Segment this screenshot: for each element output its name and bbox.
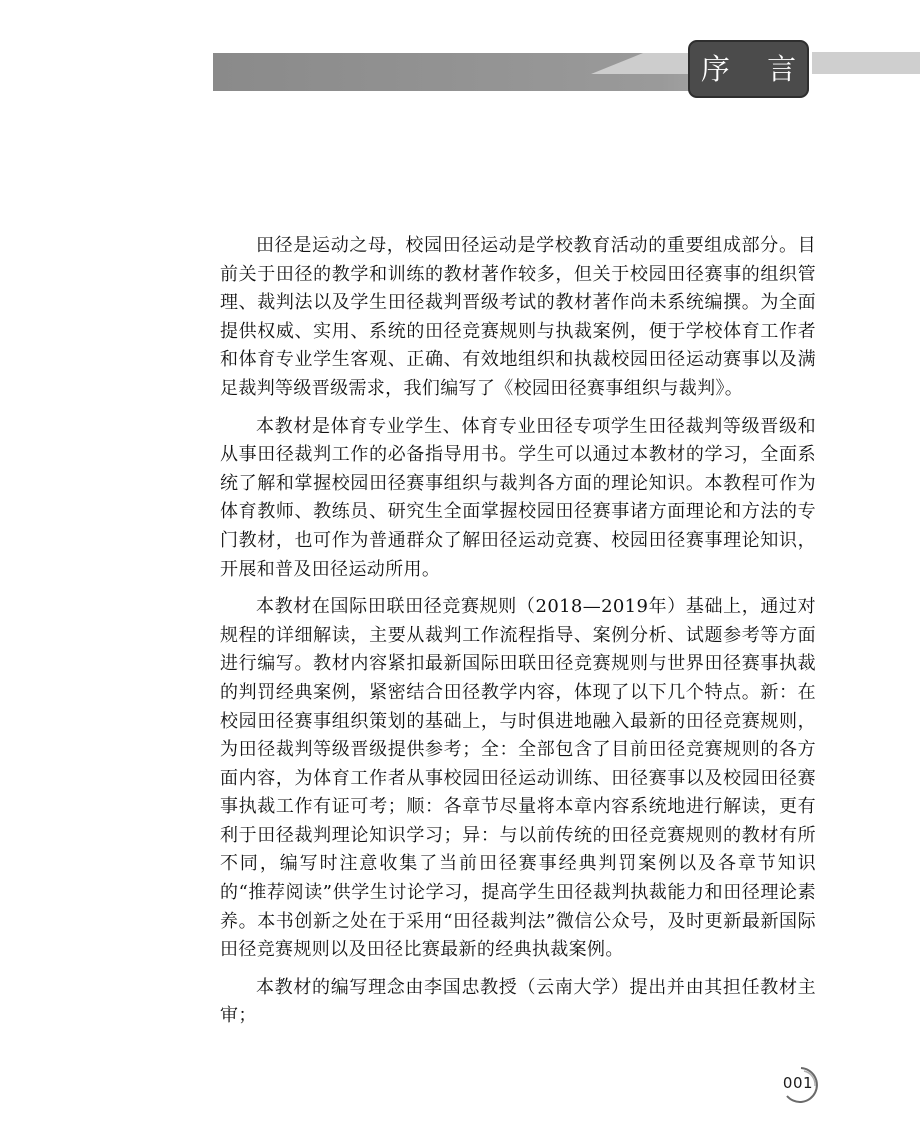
page-number-badge	[781, 1065, 821, 1105]
chapter-title: 序 言	[700, 51, 811, 86]
paragraph: 本教材是体育专业学生、体育专业田径专项学生田径裁判等级晋级和从事田径裁判工作的必备指导用书。学生可以通过本教材的学习，全面系统了解和掌握校园田径赛事组织与裁判各方面的理论知识。本教程可作为体育教师、教练员、研究生全面掌握校园田径赛事诸方面理论和方法的专门教材，也可作为普通群众了解田径运动竞赛、校园田径赛事理论知识，开展和普及田径运动所用。	[220, 415, 816, 580]
body-text	[220, 232, 816, 1040]
paragraph: 本教材的编写理念由李国忠教授（云南大学）提出并由其担任教材主审；	[220, 976, 816, 1027]
paragraph: 本教材在国际田联田径竞赛规则（2018—2019年）基础上，通过对规程的详细解读，主要从裁判工作流程指导、案例分析、试题参考等方面进行编写。教材内容紧扣最新国际田联田径竞赛规则与世界田径赛事执裁的判罚经典案例，紧密结合田径教学内容，体现了以下几个特点。新：在校园田径赛事组织策划的基础上，与时俱进地融入最新的田径竞赛规则，为田径裁判等级晋级提供参考；全：全部包含了目前田径竞赛规则的各方面内容，为体育工作者从事校园田径运动训练、田径赛事以及校园田径赛事执裁工作有证可考；顺：各章节尽量将本章内容系统地进行解读，更有利于田径裁判理论知识学习；异：与以前传统的田径竞赛规则的教材有所不同，编写时注意收集了当前田径赛事经典判罚案例以及各章节知识的“推荐阅读”供学生讨论学习，提高学生田径裁判执裁能力和田径理论素养。本书创新之处在于采用“田径裁判法”微信公众号，及时更新最新国际田径竞赛规则以及田径比赛最新的经典执裁案例。	[220, 596, 816, 961]
chapter-title-box	[688, 40, 809, 98]
header-right-tab	[812, 52, 920, 74]
page-number: 001	[782, 1074, 814, 1092]
paragraph: 田径是运动之母，校园田径运动是学校教育活动的重要组成部分。目前关于田径的教学和训练的教材著作较多，但关于校园田径赛事的组织管理、裁判法以及学生田径裁判晋级考试的教材著作尚未系统编撰。为全面提供权威、实用、系统的田径竞赛规则与执裁案例，便于学校体育工作者和体育专业学生客观、正确、有效地组织和执裁校园田径运动赛事以及满足裁判等级晋级需求，我们编写了《校园田径赛事组织与裁判》。	[220, 235, 816, 399]
